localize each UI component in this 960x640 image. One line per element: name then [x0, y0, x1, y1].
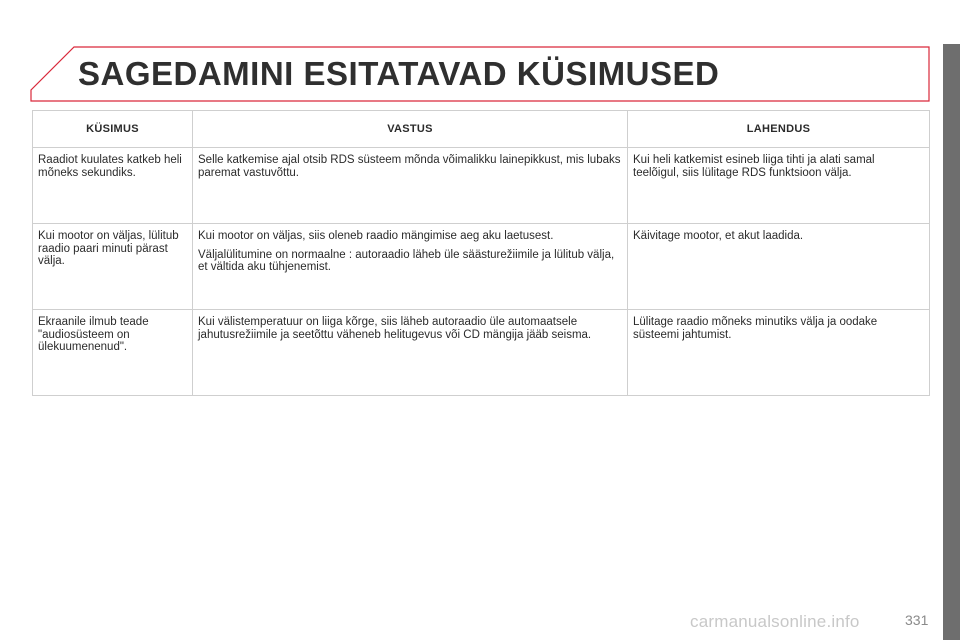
answer-paragraph: Väljalülitumine on normaalne : autoraadio läheb üle säästurežiimile ja lülitub välja, et vältida aku tühjenemist.: [198, 248, 615, 273]
answer-cell: [193, 148, 628, 224]
table-row: [33, 310, 930, 396]
title-banner: [30, 46, 930, 102]
answer-cell: [193, 224, 628, 310]
page-number: 331: [905, 612, 929, 628]
answer-paragraph: Kui välistemperatuur on liiga kõrge, siis läheb autoraadio üle automaatsele jahutusrežiimile ja seetõttu väheneb helitugevus või CD mängija jääb seisma.: [198, 316, 592, 341]
solution-cell: Käivitage mootor, et akut laadida.: [628, 224, 930, 310]
column-header-solution: LAHENDUS: [628, 111, 930, 148]
question-cell: Kui mootor on väljas, lülitub raadio paari minuti pärast välja.: [33, 224, 193, 310]
column-header-question: KÜSIMUS: [33, 111, 193, 148]
answer-paragraph: Selle katkemise ajal otsib RDS süsteem mõnda võimalikku lainepikkust, mis lubaks paremat vastuvõttu.: [198, 154, 621, 179]
page-title: SAGEDAMINI ESITATAVAD KÜSIMUSED: [78, 55, 720, 92]
answer-cell: [193, 310, 628, 396]
question-cell: Ekraanile ilmub teade "audiosüsteem on ülekuumenenud".: [33, 310, 193, 396]
table-row: [33, 224, 930, 310]
solution-cell: Kui heli katkemist esineb liiga tihti ja alati samal teelõigul, siis lülitage RDS funktsioon välja.: [628, 148, 930, 224]
column-header-answer: VASTUS: [193, 111, 628, 148]
watermark-text: carmanualsonline.info: [690, 612, 860, 631]
table-header-row: [33, 111, 930, 148]
side-tab-bar: [943, 44, 960, 640]
faq-table: [32, 110, 930, 396]
question-cell: Raadiot kuulates katkeb heli mõneks sekundiks.: [33, 148, 193, 224]
table-row: [33, 148, 930, 224]
solution-cell: Lülitage raadio mõneks minutiks välja ja oodake süsteemi jahtumist.: [628, 310, 930, 396]
answer-paragraph: Kui mootor on väljas, siis oleneb raadio mängimise aeg aku laetusest.: [198, 230, 554, 242]
